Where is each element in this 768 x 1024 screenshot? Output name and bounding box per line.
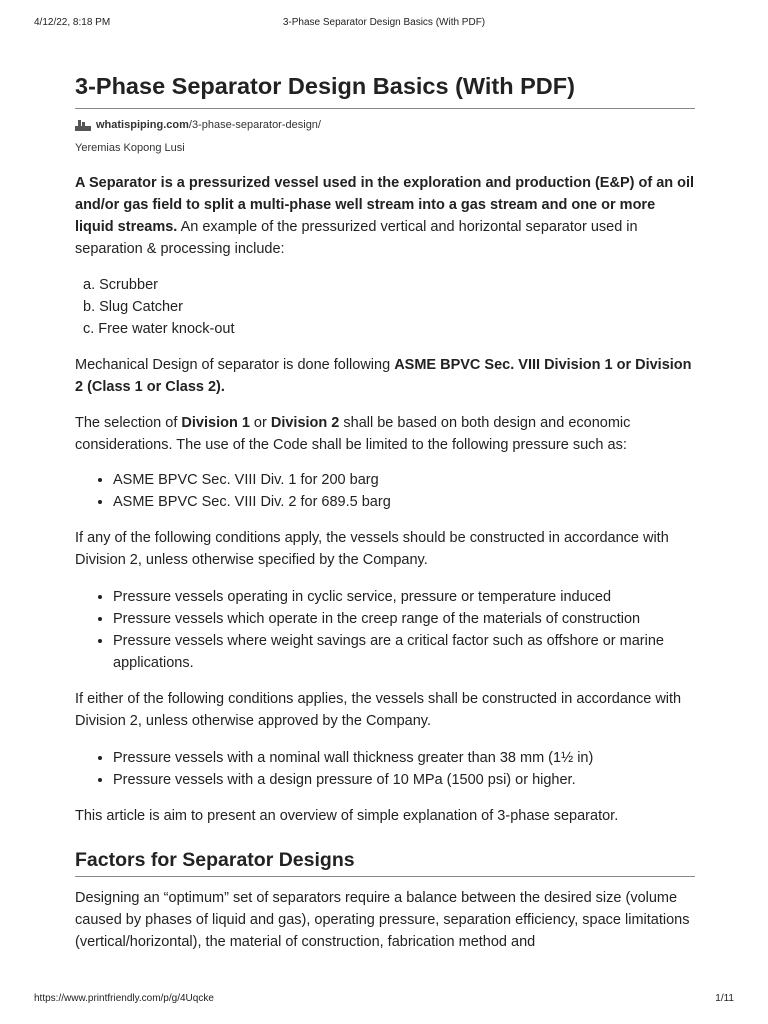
division-1-bold: Division 1 — [181, 415, 250, 431]
list-item: b. Slug Catcher — [83, 299, 183, 315]
print-url: https://www.printfriendly.com/p/g/4Uqcke — [34, 993, 214, 1004]
section-heading: Factors for Separator Designs — [75, 846, 695, 877]
selection-paragraph — [75, 412, 695, 456]
page-title: 3-Phase Separator Design Basics (With PDF) — [75, 70, 695, 109]
author: Yeremias Kopong Lusi — [75, 142, 185, 154]
list-item: • ASME BPVC Sec. VIII Div. 2 for 689.5 barg — [113, 491, 695, 513]
site-logo-icon — [75, 120, 91, 131]
list-item: • Pressure vessels with a design pressure of 10 MPa (1500 psi) or higher. — [113, 769, 695, 791]
division-2-bold: Division 2 — [270, 415, 340, 431]
section-intro-paragraph: Designing an “optimum” set of separators require a balance between the desired size (volume caused by phases of liquid and gas), operating pressure, separation efficiency, space limitations (vertical/horizontal), the material of construction, fabrication method and — [75, 890, 690, 950]
mech-design-text: Mechanical Design of separator is done following — [75, 357, 395, 373]
list-item: • Pressure vessels with a nominal wall thickness greater than 38 mm (1½ in) — [113, 747, 695, 769]
mech-design-paragraph — [75, 354, 695, 398]
source-line — [75, 117, 695, 133]
conditions-intro-paragraph: If any of the following conditions apply, the vessels should be constructed in accordance with Division 2, unless otherwise specified by the Company. — [75, 530, 669, 568]
selection-text: or — [249, 415, 271, 431]
print-header — [34, 17, 734, 31]
source-path: /3-phase-separator-design/ — [188, 119, 321, 131]
source-link[interactable] — [96, 119, 321, 131]
list-item: • ASME BPVC Sec. VIII Div. 1 for 200 barg — [113, 469, 695, 491]
source-domain: whatispiping.com — [96, 119, 189, 131]
print-footer — [34, 993, 734, 1007]
intro-bold: A Separator is a pressurized vessel used in the exploration and production (E&P) of an oil and/or gas field to split a multi-phase well stream into a gas stream and one or more liquid streams. — [75, 175, 695, 235]
list-item: a. Scrubber — [83, 277, 158, 293]
conditions-list — [75, 586, 695, 674]
list-item: c. Free water knock-out — [83, 321, 235, 337]
print-date: 4/12/22, 8:18 PM — [34, 17, 111, 28]
separator-types-list — [75, 274, 695, 340]
selection-text: shall be based on both design and economic considerations. The use of the Code shall be limited to the following pressure such as: — [75, 415, 631, 453]
selection-text: The selection of — [75, 415, 182, 431]
print-doc-title: 3-Phase Separator Design Basics (With PDF) — [282, 17, 486, 28]
aim-paragraph: This article is aim to present an overview of simple explanation of 3-phase separator. — [75, 808, 619, 824]
intro-rest: An example of the pressurized vertical and horizontal separator used in separation & processing include: — [75, 219, 638, 257]
list-item: • Pressure vessels which operate in the creep range of the materials of construction — [113, 608, 695, 630]
pressure-limits-list — [75, 469, 695, 513]
either-conditions-list — [75, 747, 695, 791]
article — [75, 70, 695, 953]
mech-design-bold: ASME BPVC Sec. VIII Division 1 or Division 2 (Class 1 or Class 2). — [75, 357, 692, 395]
intro-paragraph — [75, 172, 695, 260]
page-number: 1/11 — [715, 993, 734, 1004]
either-intro-paragraph: If either of the following conditions applies, the vessels shall be constructed in accordance with Division 2, unless otherwise approved by the Company. — [75, 691, 682, 729]
list-item: • Pressure vessels where weight savings are a critical factor such as offshore or marine applications. — [113, 630, 695, 674]
list-item: • Pressure vessels operating in cyclic service, pressure or temperature induced — [113, 586, 695, 608]
